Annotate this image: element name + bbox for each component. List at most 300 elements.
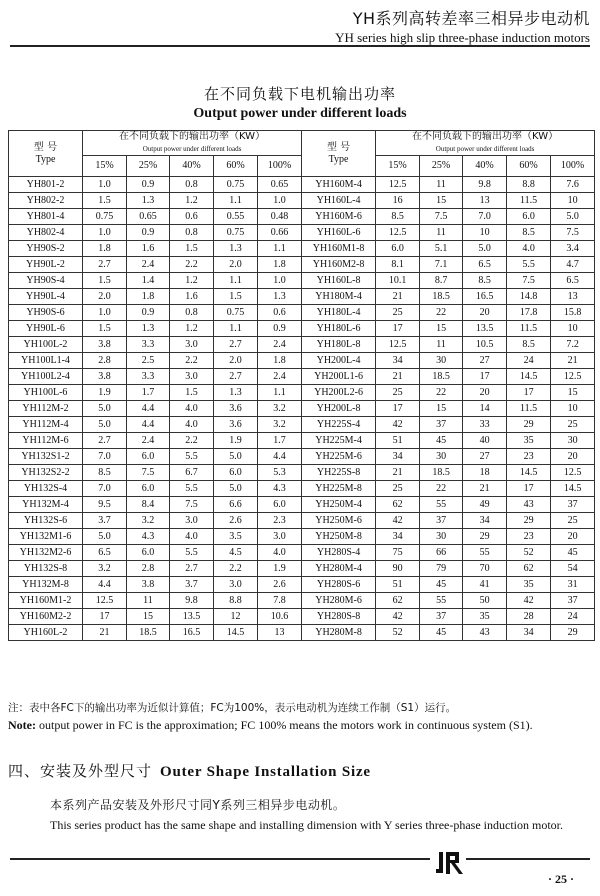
power-value-cell: 4.4 [127,401,170,417]
table-row [9,577,595,593]
type-header-en: Type [328,153,349,165]
motor-type-cell: YH225M-6 [302,449,376,465]
table-row [9,561,595,577]
page-number: · 25 · [548,872,575,886]
power-value-cell: 10 [551,193,595,209]
table-row [9,609,595,625]
power-value-cell: 17 [507,481,551,497]
power-value-cell: 29 [507,417,551,433]
motor-type-cell: YH160M2-2 [9,609,83,625]
output-power-table [8,130,595,641]
motor-type-cell: YH132S2-2 [9,465,83,481]
power-value-cell: 3.2 [258,417,302,433]
power-value-cell: 1.1 [214,321,258,337]
power-value-cell: 3.4 [551,241,595,257]
power-value-cell: 8.5 [507,225,551,241]
power-value-cell: 14.5 [507,369,551,385]
power-value-cell: 3.0 [170,513,214,529]
power-value-cell: 17 [463,369,507,385]
power-value-cell: 1.3 [214,385,258,401]
power-value-cell: 0.9 [127,177,170,193]
power-value-cell: 14.5 [551,481,595,497]
install-text-zh: 本系列产品安装及外形尺寸同Y系列三相异步电动机。 [50,798,346,812]
power-value-cell: 21 [376,289,420,305]
note-en [8,718,598,733]
load-group-header-zh: 在不同负载下的输出功率（KW） [118,131,266,142]
power-value-cell: 4.7 [551,257,595,273]
note-zh: 注：表中各FC下的输出功率为近似计算值；FC为100%，表示电动机为连续工作制（S1）运行。 [8,702,457,714]
power-value-cell: 0.75 [214,177,258,193]
power-value-cell: 7.5 [170,497,214,513]
power-value-cell: 4.0 [507,241,551,257]
power-value-cell: 15 [420,401,463,417]
power-value-cell: 34 [376,449,420,465]
power-value-cell: 70 [463,561,507,577]
power-value-cell: 45 [420,625,463,641]
power-value-cell: 8.4 [127,497,170,513]
table-row [9,241,595,257]
motor-type-cell: YH160L-2 [9,625,83,641]
power-value-cell: 18.5 [420,289,463,305]
power-value-cell: 25 [376,305,420,321]
motor-type-cell: YH132S-4 [9,481,83,497]
power-value-cell: 7.5 [551,225,595,241]
power-value-cell: 21 [376,465,420,481]
power-value-cell: 2.7 [170,561,214,577]
install-title-zh: 四、安装及外型尺寸 [8,762,153,780]
table-row [9,385,595,401]
type-header [9,131,83,177]
header-title-zh: YH系列高转差率三相异步电动机 [352,9,590,28]
power-value-cell: 23 [507,449,551,465]
table-row [9,545,595,561]
load-column-header: 40% [170,156,214,177]
motor-type-cell: YH160M-4 [302,177,376,193]
power-value-cell: 2.4 [127,433,170,449]
power-value-cell: 45 [420,433,463,449]
power-value-cell: 7.5 [420,209,463,225]
power-value-cell: 5.0 [463,241,507,257]
power-value-cell: 13 [258,625,302,641]
power-value-cell: 0.8 [170,305,214,321]
motor-type-cell: YH280M-4 [302,561,376,577]
power-value-cell: 6.5 [463,257,507,273]
power-value-cell: 5.1 [420,241,463,257]
power-value-cell: 1.3 [258,289,302,305]
motor-type-cell: YH160L-8 [302,273,376,289]
note-text: output power in FC is the approximation; FC 100% means the motors work in continuous system (S1). [35,718,533,732]
table-row [9,337,595,353]
motor-type-cell: YH180L-4 [302,305,376,321]
table-row [9,209,595,225]
power-value-cell: 1.3 [127,321,170,337]
power-value-cell: 2.6 [258,577,302,593]
power-value-cell: 4.0 [170,529,214,545]
power-value-cell: 8.5 [83,465,127,481]
power-value-cell: 17 [376,321,420,337]
section-title-zh: 在不同负载下电机输出功率 [203,85,396,103]
table-row [9,497,595,513]
motor-type-cell: YH100L-6 [9,385,83,401]
power-value-cell: 1.9 [214,433,258,449]
power-value-cell: 25 [376,481,420,497]
power-value-cell: 1.7 [127,385,170,401]
power-value-cell: 18 [463,465,507,481]
power-value-cell: 62 [376,593,420,609]
power-value-cell: 1.8 [258,353,302,369]
table-row [9,513,595,529]
table-row [9,593,595,609]
power-value-cell: 17 [83,609,127,625]
power-value-cell: 15.8 [551,305,595,321]
power-value-cell: 3.6 [214,401,258,417]
power-value-cell: 8.5 [463,273,507,289]
motor-type-cell: YH112M-6 [9,433,83,449]
power-value-cell: 0.75 [214,225,258,241]
power-value-cell: 62 [376,497,420,513]
power-value-cell: 21 [463,481,507,497]
power-value-cell: 3.2 [83,561,127,577]
power-value-cell: 34 [376,529,420,545]
power-value-cell: 25 [551,513,595,529]
power-value-cell: 79 [420,561,463,577]
power-value-cell: 3.5 [214,529,258,545]
power-value-cell: 0.9 [127,225,170,241]
power-value-cell: 20 [463,385,507,401]
power-value-cell: 2.0 [214,353,258,369]
power-value-cell: 1.0 [258,193,302,209]
power-value-cell: 2.5 [127,353,170,369]
power-value-cell: 42 [376,513,420,529]
power-value-cell: 1.8 [127,289,170,305]
motor-type-cell: YH180M-4 [302,289,376,305]
power-value-cell: 1.2 [170,273,214,289]
motor-type-cell: YH250M-8 [302,529,376,545]
power-value-cell: 3.2 [127,513,170,529]
power-value-cell: 5.0 [214,449,258,465]
motor-type-cell: YH100L1-4 [9,353,83,369]
power-value-cell: 31 [551,577,595,593]
power-value-cell: 41 [463,577,507,593]
table-row [9,625,595,641]
table-row [9,417,595,433]
power-value-cell: 12.5 [551,369,595,385]
power-value-cell: 4.3 [127,529,170,545]
header-title-en: YH series high slip three-phase induction motors [335,30,590,45]
power-value-cell: 2.4 [258,337,302,353]
table-row [9,257,595,273]
power-value-cell: 42 [376,609,420,625]
power-value-cell: 34 [507,625,551,641]
power-value-cell: 9.8 [463,177,507,193]
power-value-cell: 8.5 [507,337,551,353]
power-value-cell: 35 [507,577,551,593]
motor-type-cell: YH160M2-8 [302,257,376,273]
power-value-cell: 5.5 [170,545,214,561]
power-value-cell: 51 [376,433,420,449]
power-value-cell: 6.0 [127,481,170,497]
power-value-cell: 8.7 [420,273,463,289]
power-value-cell: 3.0 [170,369,214,385]
power-value-cell: 1.6 [127,241,170,257]
power-value-cell: 7.6 [551,177,595,193]
power-value-cell: 0.65 [127,209,170,225]
motor-type-cell: YH90S-2 [9,241,83,257]
power-value-cell: 7.0 [463,209,507,225]
power-value-cell: 7.1 [420,257,463,273]
power-value-cell: 1.1 [258,385,302,401]
power-value-cell: 29 [551,625,595,641]
load-group-header-en: Output power under different loads [435,145,535,153]
power-value-cell: 1.8 [258,257,302,273]
power-value-cell: 1.0 [83,305,127,321]
power-value-cell: 3.0 [214,577,258,593]
power-value-cell: 2.4 [127,257,170,273]
power-value-cell: 5.3 [258,465,302,481]
power-value-cell: 13 [463,193,507,209]
power-value-cell: 25 [376,385,420,401]
load-group-header-en: Output power under different loads [142,145,242,153]
power-value-cell: 43 [507,497,551,513]
power-value-cell: 45 [420,577,463,593]
power-value-cell: 15 [551,385,595,401]
power-value-cell: 5.0 [551,209,595,225]
install-text-en: This series product has the same shape and installing dimension with Y series three-phase induction motor. [50,818,563,832]
power-value-cell: 0.48 [258,209,302,225]
power-value-cell: 3.3 [127,337,170,353]
power-value-cell: 4.5 [214,545,258,561]
motor-type-cell: YH90L-2 [9,257,83,273]
table-row [9,225,595,241]
power-value-cell: 3.2 [258,401,302,417]
power-value-cell: 0.6 [170,209,214,225]
power-value-cell: 17 [376,401,420,417]
power-value-cell: 4.3 [258,481,302,497]
power-value-cell: 9.8 [170,593,214,609]
power-value-cell: 16.5 [170,625,214,641]
table-row [9,465,595,481]
load-column-header: 15% [376,156,420,177]
power-value-cell: 18.5 [127,625,170,641]
motor-type-cell: YH90L-6 [9,321,83,337]
power-value-cell: 37 [420,609,463,625]
power-value-cell: 11 [420,177,463,193]
motor-type-cell: YH132M-4 [9,497,83,513]
motor-type-cell: YH250M-4 [302,497,376,513]
motor-type-cell: YH160L-6 [302,225,376,241]
power-value-cell: 7.8 [258,593,302,609]
power-value-cell: 5.0 [83,401,127,417]
power-value-cell: 24 [507,353,551,369]
power-value-cell: 0.8 [170,225,214,241]
power-value-cell: 6.0 [214,465,258,481]
motor-type-cell: YH225S-4 [302,417,376,433]
power-value-cell: 4.0 [170,401,214,417]
motor-type-cell: YH180L-6 [302,321,376,337]
power-value-cell: 5.0 [83,417,127,433]
power-value-cell: 8.8 [507,177,551,193]
power-value-cell: 2.3 [258,513,302,529]
power-value-cell: 1.5 [214,289,258,305]
power-value-cell: 25 [551,417,595,433]
power-value-cell: 1.1 [258,241,302,257]
motor-type-cell: YH280M-6 [302,593,376,609]
power-value-cell: 3.7 [83,513,127,529]
power-value-cell: 11.5 [507,321,551,337]
motor-type-cell: YH225M-8 [302,481,376,497]
power-value-cell: 15 [420,321,463,337]
power-value-cell: 50 [463,593,507,609]
power-value-cell: 37 [420,513,463,529]
power-value-cell: 6.0 [127,449,170,465]
motor-type-cell: YH200L-4 [302,353,376,369]
motor-type-cell: YH225M-4 [302,433,376,449]
power-value-cell: 14.5 [507,465,551,481]
table-row [9,401,595,417]
power-value-cell: 66 [420,545,463,561]
install-title-en: Outer Shape Installation Size [160,764,371,780]
power-value-cell: 7.5 [127,465,170,481]
motor-type-cell: YH112M-2 [9,401,83,417]
power-value-cell: 16.5 [463,289,507,305]
power-value-cell: 1.1 [214,273,258,289]
power-value-cell: 1.0 [83,225,127,241]
power-value-cell: 3.8 [127,577,170,593]
install-description [50,796,595,833]
power-value-cell: 6.0 [258,497,302,513]
table-row [9,321,595,337]
note-label: Note: [8,718,36,732]
power-value-cell: 5.0 [83,529,127,545]
motor-type-cell: YH112M-4 [9,417,83,433]
power-value-cell: 8.8 [214,593,258,609]
power-value-cell: 1.3 [127,193,170,209]
power-value-cell: 34 [463,513,507,529]
power-value-cell: 4.4 [258,449,302,465]
power-value-cell: 35 [507,433,551,449]
power-value-cell: 3.3 [127,369,170,385]
motor-type-cell: YH200L-8 [302,401,376,417]
power-value-cell: 29 [463,529,507,545]
power-value-cell: 11.5 [507,193,551,209]
power-value-cell: 55 [463,545,507,561]
motor-type-cell: YH180L-8 [302,337,376,353]
power-value-cell: 1.5 [170,385,214,401]
power-value-cell: 2.0 [214,257,258,273]
power-value-cell: 23 [507,529,551,545]
table-row [9,369,595,385]
power-value-cell: 4.4 [127,417,170,433]
motor-type-cell: YH200L2-6 [302,385,376,401]
power-value-cell: 10 [463,225,507,241]
power-value-cell: 21 [83,625,127,641]
power-value-cell: 5.5 [170,449,214,465]
power-value-cell: 12 [214,609,258,625]
power-value-cell: 52 [376,625,420,641]
load-column-header: 15% [83,156,127,177]
motor-type-cell: YH160M1-2 [9,593,83,609]
power-value-cell: 0.65 [258,177,302,193]
power-value-cell: 9.5 [83,497,127,513]
type-header-zh: 型 号 [326,141,351,153]
motor-type-cell: YH280S-4 [302,545,376,561]
power-value-cell: 1.5 [83,273,127,289]
power-value-cell: 55 [420,593,463,609]
motor-type-cell: YH132M2-6 [9,545,83,561]
power-value-cell: 4.4 [83,577,127,593]
power-value-cell: 37 [551,497,595,513]
power-value-cell: 5.5 [507,257,551,273]
power-value-cell: 2.7 [214,337,258,353]
motor-type-cell: YH802-2 [9,193,83,209]
table-row [9,433,595,449]
power-value-cell: 1.7 [258,433,302,449]
page-header [335,6,590,46]
motor-type-cell: YH160L-4 [302,193,376,209]
power-value-cell: 22 [420,385,463,401]
power-value-cell: 8.1 [376,257,420,273]
motor-type-cell: YH132M-8 [9,577,83,593]
power-value-cell: 37 [551,593,595,609]
power-value-cell: 6.5 [551,273,595,289]
type-header [302,131,376,177]
table-row [9,273,595,289]
power-value-cell: 14 [463,401,507,417]
table-row [9,353,595,369]
power-value-cell: 1.0 [258,273,302,289]
table-row [9,289,595,305]
motor-type-cell: YH90L-4 [9,289,83,305]
power-value-cell: 12.5 [376,225,420,241]
table-row [9,305,595,321]
power-value-cell: 7.0 [83,449,127,465]
power-value-cell: 2.6 [214,513,258,529]
power-value-cell: 15 [127,609,170,625]
load-group-header [376,131,595,156]
table-row [9,449,595,465]
load-column-header: 60% [507,156,551,177]
table-row [9,177,595,193]
motor-type-cell: YH225S-8 [302,465,376,481]
power-value-cell: 11 [420,225,463,241]
power-value-cell: 22 [420,305,463,321]
power-value-cell: 90 [376,561,420,577]
power-value-cell: 20 [463,305,507,321]
load-column-header: 25% [420,156,463,177]
power-value-cell: 30 [420,449,463,465]
power-value-cell: 3.6 [214,417,258,433]
power-value-cell: 42 [376,417,420,433]
motor-type-cell: YH280S-8 [302,609,376,625]
power-value-cell: 21 [376,369,420,385]
power-value-cell: 35 [463,609,507,625]
power-value-cell: 17 [507,385,551,401]
power-value-cell: 1.2 [170,321,214,337]
table-row [9,481,595,497]
load-group-header-zh: 在不同负载下的输出功率（KW） [412,131,559,142]
power-value-cell: 10 [551,401,595,417]
power-value-cell: 29 [507,513,551,529]
power-value-cell: 2.7 [214,369,258,385]
power-value-cell: 2.7 [83,257,127,273]
motor-type-cell: YH160M-6 [302,209,376,225]
power-value-cell: 43 [463,625,507,641]
power-value-cell: 1.1 [214,193,258,209]
power-value-cell: 6.6 [214,497,258,513]
power-value-cell: 11 [420,337,463,353]
motor-type-cell: YH802-4 [9,225,83,241]
power-value-cell: 0.8 [170,177,214,193]
